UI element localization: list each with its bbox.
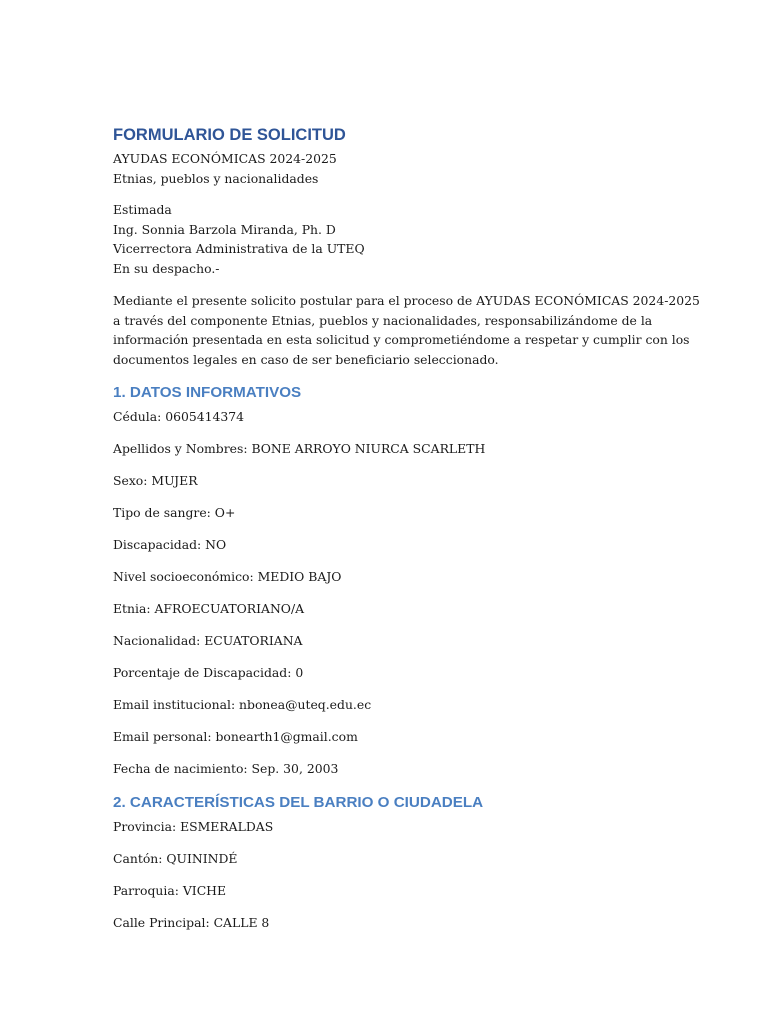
paragraph-line: a través del componente Etnias, pueblos y nacionalidades, responsabilizándome de la (113, 312, 653, 328)
paragraph-line: documentos legales en caso de ser beneficiario seleccionado. (113, 351, 499, 367)
document-page (113, 125, 700, 932)
field-email-personal: Email personal: bonearth1@gmail.com (113, 729, 358, 744)
field-cedula: Cédula: 0605414374 (113, 409, 245, 424)
field-calle-principal: Calle Principal: CALLE 8 (113, 914, 270, 930)
section-datos-informativos (113, 407, 673, 779)
field-nivel-socioeconomico: Nivel socioeconómico: MEDIO BAJO (113, 569, 342, 584)
form-title: FORMULARIO DE SOLICITUD (113, 126, 346, 144)
form-subtitle-program: AYUDAS ECONÓMICAS 2024-2025 (113, 151, 337, 166)
field-provincia: Provincia: ESMERALDAS (113, 818, 274, 834)
form-subtitle-component: Etnias, pueblos y nacionalidades (113, 170, 319, 186)
salutation-block (113, 200, 673, 278)
field-parroquia: Parroquia: VICHE (113, 882, 227, 898)
salutation-closing: En su despacho.- (113, 260, 220, 276)
field-etnia: Etnia: AFROECUATORIANO/A (113, 601, 305, 616)
field-discapacidad: Discapacidad: NO (113, 537, 227, 552)
paragraph-line: Mediante el presente solicito postular para el proceso de AYUDAS ECONÓMICAS 2024-2025 (113, 293, 700, 308)
salutation-recipient-name: Ing. Sonnia Barzola Miranda, Ph. D (113, 221, 336, 237)
field-fecha-nacimiento: Fecha de nacimiento: Sep. 30, 2003 (113, 761, 339, 776)
field-sexo: Sexo: MUJER (113, 473, 198, 488)
request-paragraph (113, 291, 700, 369)
field-porcentaje-discapacidad: Porcentaje de Discapacidad: 0 (113, 665, 304, 680)
field-canton: Cantón: QUININDÉ (113, 850, 238, 866)
section-heading-caracteristicas-barrio: 2. CARACTERÍSTICAS DEL BARRIO O CIUDADELA (113, 793, 484, 811)
paragraph-line: información presentada en esta solicitud y comprometiéndome a respetar y cumplir con los (113, 332, 690, 347)
section-caracteristicas-barrio (113, 817, 673, 933)
field-nacionalidad: Nacionalidad: ECUATORIANA (113, 633, 303, 648)
salutation-recipient-position: Vicerrectora Administrativa de la UTEQ (113, 241, 365, 256)
field-email-institucional: Email institucional: nbonea@uteq.edu.ec (113, 697, 372, 712)
section-heading-datos-informativos: 1. DATOS INFORMATIVOS (113, 384, 302, 401)
field-tipo-sangre: Tipo de sangre: O+ (113, 505, 236, 520)
field-apellidos-nombres: Apellidos y Nombres: BONE ARROYO NIURCA SCARLETH (113, 441, 486, 456)
salutation-greeting: Estimada (113, 202, 172, 217)
